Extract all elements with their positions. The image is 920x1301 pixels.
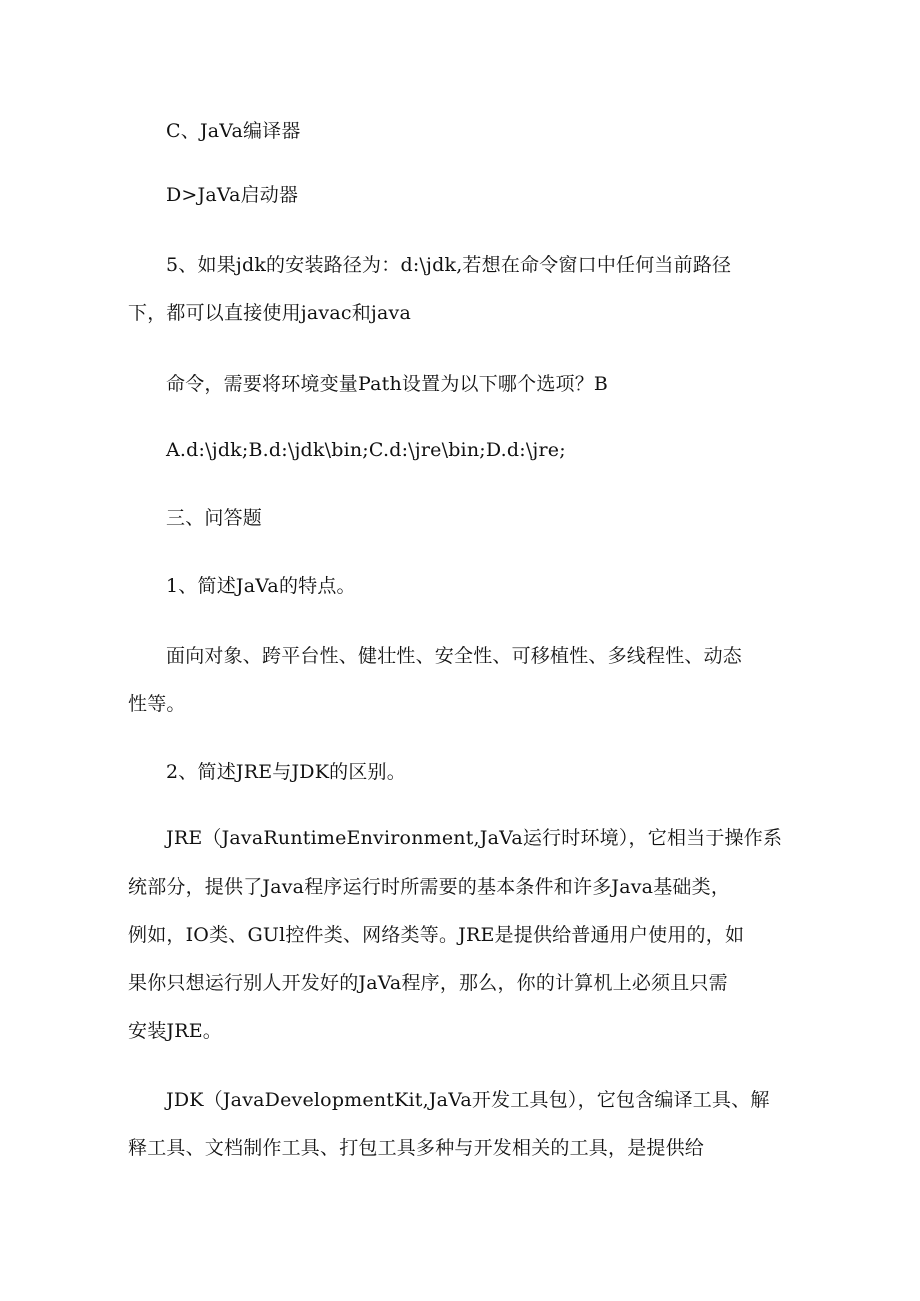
question-5-options: A.d:\jdk;B.d:\jdk\bin;C.d:\jre\bin;D.d:\jre; [166,439,566,461]
qa-answer-2-line-2: 统部分，提供了Java程序运行时所需要的基本条件和许多Java基础类， [128,876,731,898]
qa-question-1: 1、简述JaVa的特点。 [166,575,356,597]
qa-answer-1-line-1: 面向对象、跨平台性、健壮性、安全性、可移植性、多线程性、动态 [166,645,743,667]
qa-answer-2-jdk-line-1: JDK（JavaDevelopmentKit,JaVa开发工具包），它包含编译工具、解 [166,1089,770,1111]
qa-answer-2-line-5: 安装JRE。 [128,1020,222,1042]
qa-answer-2-jdk-line-2: 释工具、文档制作工具、打包工具多种与开发相关的工具，是提供给 [128,1137,705,1159]
option-d-line: D>JaVa启动器 [166,184,299,206]
question-5-line-3: 命令，需要将环境变量Path设置为以下哪个选项？B [166,373,609,395]
question-5-line-2: 下，都可以直接使用javac和java [128,302,412,324]
qa-answer-2-line-1: JRE（JavaRuntimeEnvironment,JaVa运行时环境），它相当于操作系 [166,827,783,849]
qa-answer-2-line-4: 果你只想运行别人开发好的JaVa程序，那么，你的计算机上必须且只需 [128,972,728,994]
qa-answer-1-line-2: 性等。 [128,693,186,715]
question-5-line-1: 5、如果jdk的安装路径为：d:\jdk,若想在命令窗口中任何当前路径 [166,254,732,276]
qa-answer-2-line-3: 例如，IO类、GUl控件类、网络类等。JRE是提供给普通用户使用的，如 [128,924,745,946]
option-c-line: C、JaVa编译器 [166,120,301,142]
section-heading-qa: 三、问答题 [166,507,263,529]
qa-question-2: 2、简述JRE与JDK的区别。 [166,761,406,783]
